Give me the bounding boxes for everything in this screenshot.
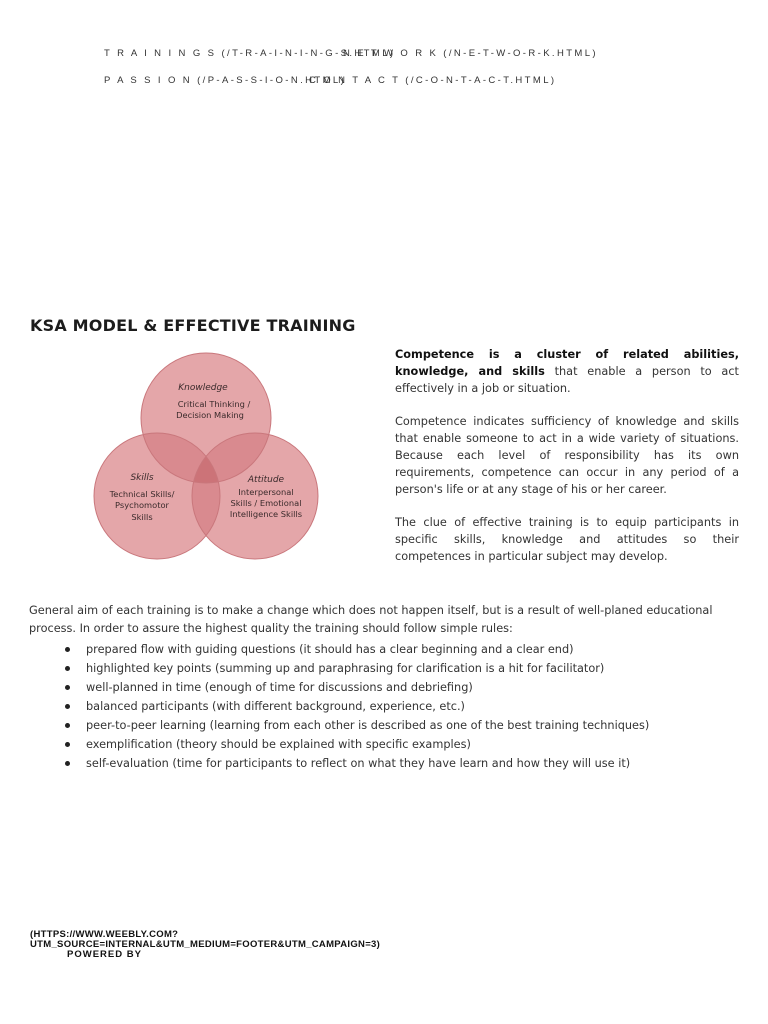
skills-line-1: Technical Skills/ xyxy=(109,489,175,499)
attitude-line-3: Intelligence Skills xyxy=(229,509,303,519)
competence-paragraph-3: The clue of effective training is to equip participants in specific skills, knowledge and attitudes so their competences in particular subject may develop. xyxy=(395,516,739,563)
list-item-text: self-evaluation (time for participants to reflect on what they have learn and how they will use it) xyxy=(86,757,631,770)
list-item xyxy=(29,659,744,678)
bullet-icon xyxy=(65,704,70,709)
knowledge-heading: Knowledge xyxy=(178,383,228,393)
footer-url-line-2: UTM_SOURCE=INTERNAL&UTM_MEDIUM=FOOTER&UTM_CAMPAIGN=3) xyxy=(30,939,381,950)
intro-paragraph: General aim of each training is to make a change which does not happen itself, but is a result of well-planed educational process. In order to assure the highest quality the training should follow simple rules: xyxy=(29,604,713,635)
ksa-venn-diagram xyxy=(90,350,322,558)
bullet-icon xyxy=(65,666,70,671)
powered-by-label: POWERED BY xyxy=(67,949,142,960)
list-item xyxy=(29,678,744,697)
attitude-heading: Attitude xyxy=(247,475,285,485)
list-item xyxy=(29,640,744,659)
list-item-text: peer-to-peer learning (learning from each other is described as one of the best training techniques) xyxy=(86,719,650,732)
list-item xyxy=(29,716,744,735)
list-item xyxy=(29,697,744,716)
competence-paragraph-2: Competence indicates sufficiency of knowledge and skills that enable someone to act in a wide variety of situations. Because each level of responsibility has its own requirements, competence can occur in any period of a person's life or at any stage of his or her career. xyxy=(395,415,739,496)
competence-definition: Competence is a cluster of related abilities, knowledge, and skills xyxy=(395,348,739,378)
bullet-icon xyxy=(65,723,70,728)
bullet-icon xyxy=(65,761,70,766)
knowledge-line-2: Decision Making xyxy=(176,410,244,420)
nav-link-network[interactable]: N E T W O R K (/N-E-T-W-O-R-K.HTML) xyxy=(343,48,598,59)
attitude-line-2: Skills / Emotional xyxy=(230,498,302,508)
page-title: KSA MODEL & EFFECTIVE TRAINING xyxy=(30,316,356,335)
nav-link-contact[interactable]: C O N T A C T (/C-O-N-T-A-C-T.HTML) xyxy=(309,75,557,86)
rules-list xyxy=(29,640,744,773)
knowledge-line-1: Critical Thinking / xyxy=(177,399,251,409)
nav-link-trainings[interactable]: T R A I N I N G S (/T-R-A-I-N-I-N-G-S.HTML) xyxy=(104,48,396,59)
attitude-line-1: Interpersonal xyxy=(238,487,294,497)
competence-definition-rest: that enable a person to act effectively in a job or situation. xyxy=(395,365,739,395)
nav-link-passion[interactable]: P A S S I O N (/P-A-S-S-I-O-N.HTML) xyxy=(104,75,347,86)
list-item-text: balanced participants (with different background, experience, etc.) xyxy=(86,700,465,713)
weebly-footer-link[interactable] xyxy=(30,929,381,960)
list-item xyxy=(29,754,744,773)
list-item-text: well-planned in time (enough of time for discussions and debriefing) xyxy=(86,681,473,694)
competence-text xyxy=(395,346,739,581)
list-item xyxy=(29,735,744,754)
list-item-text: exemplification (theory should be explained with specific examples) xyxy=(86,738,471,751)
competence-paragraph-1 xyxy=(395,346,739,397)
bullet-icon xyxy=(65,685,70,690)
skills-line-2: Psychomotor xyxy=(115,500,169,510)
skills-heading: Skills xyxy=(130,473,154,483)
skills-line-3: Skills xyxy=(131,512,153,522)
bullet-icon xyxy=(65,647,70,652)
list-item-text: prepared flow with guiding questions (it should has a clear beginning and a clear end) xyxy=(86,643,574,656)
list-item-text: highlighted key points (summing up and paraphrasing for clarification is a hit for facilitator) xyxy=(86,662,605,675)
bullet-icon xyxy=(65,742,70,747)
footer-url-line-1: (HTTPS://WWW.WEEBLY.COM? xyxy=(30,929,179,940)
